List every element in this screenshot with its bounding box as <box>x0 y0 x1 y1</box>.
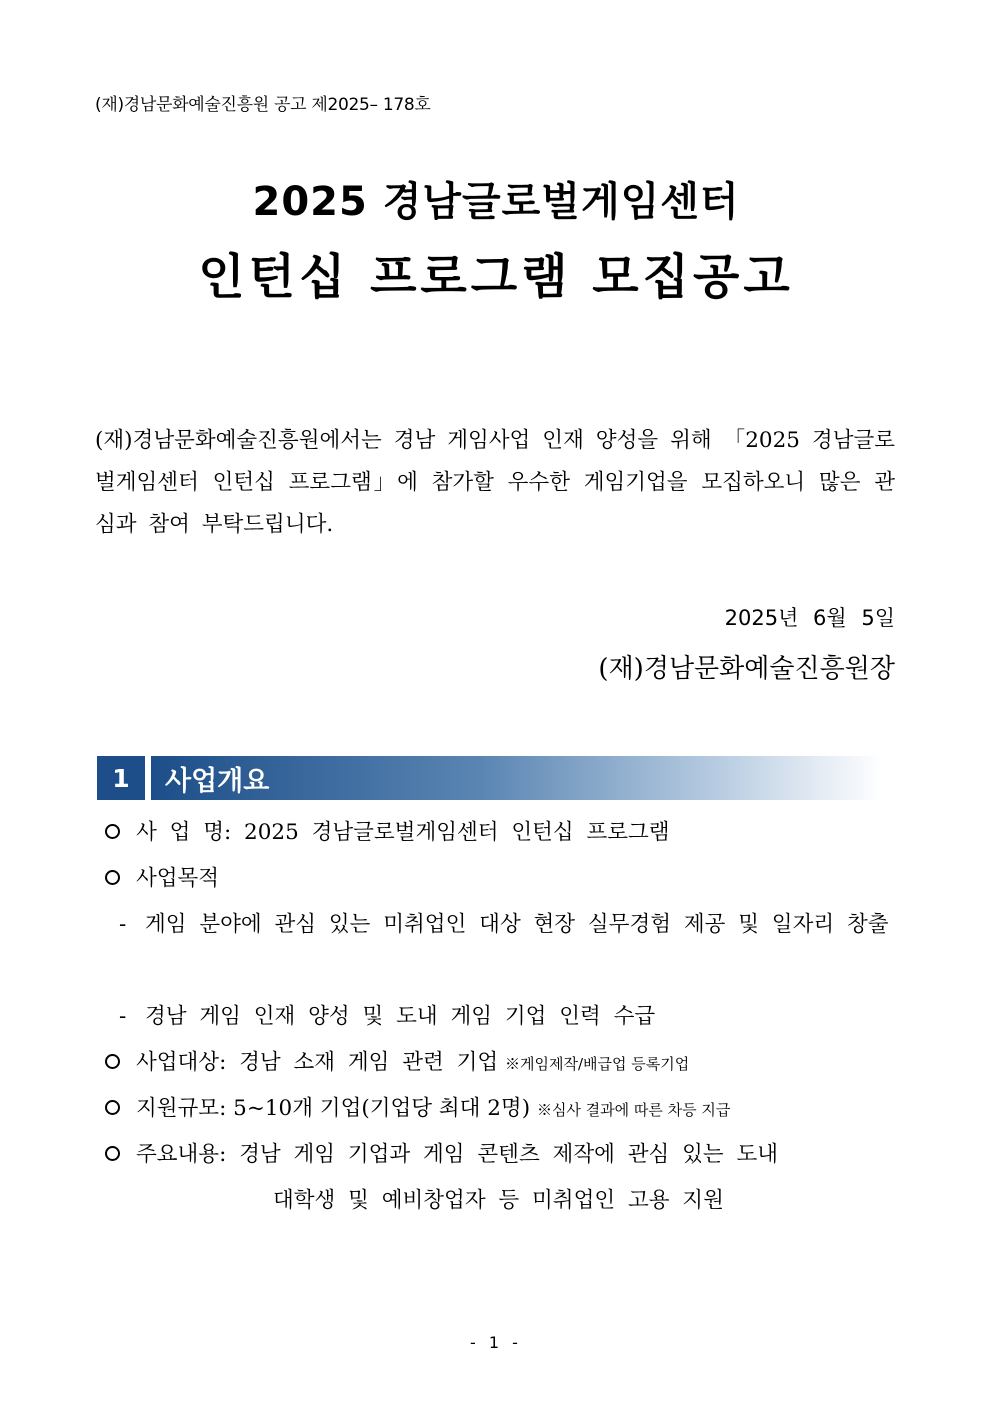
list-item-project-name: 사 업 명: 2025 경남글로벌게임센터 인턴십 프로그램 <box>105 810 897 856</box>
section-body <box>105 810 897 1224</box>
circle-bullet-icon <box>105 824 120 839</box>
dash-bullet-icon: - <box>119 912 127 937</box>
issue-date: 2025년 6월 5일 <box>724 606 895 630</box>
title-line-1: 2025 경남글로벌게임센터 <box>252 179 740 225</box>
section-header <box>97 756 883 800</box>
list-item-purpose: 사업목적 <box>105 856 897 902</box>
intro-paragraph: (재)경남문화예술진흥원에서는 경남 게임사업 인재 양성을 위해 「2025 경남글로벌게임센터 인턴십 프로그램」에 참가할 우수한 게임기업을 모집하오니 많은 관심과 참여 부탁드립니다. <box>95 428 895 537</box>
list-item-content: 주요내용: 경남 게임 기업과 게임 콘텐츠 제작에 관심 있는 도내 <box>105 1132 897 1178</box>
list-item-scale: 지원규모: 5~10개 기업(기업당 최대 2명) ※심사 결과에 따른 차등 지급 <box>105 1086 897 1132</box>
notice-number: (재)경남문화예술진흥원 공고 제2025– 178호 <box>95 95 431 115</box>
section-number: 1 <box>97 756 145 800</box>
list-item-target: 사업대상: 경남 소재 게임 관련 기업 ※게임제작/배급업 등록기업 <box>105 1040 897 1086</box>
section-title: 사업개요 <box>165 765 270 797</box>
circle-bullet-icon <box>105 1054 120 1069</box>
circle-bullet-icon <box>105 1146 120 1161</box>
circle-bullet-icon <box>105 1100 120 1115</box>
dash-bullet-icon: - <box>119 1004 127 1029</box>
page-number: - 1 - <box>470 1333 522 1352</box>
circle-bullet-icon <box>105 870 120 885</box>
target-note: ※게임제작/배급업 등록기업 <box>505 1055 690 1073</box>
list-item-content-continued: 대학생 및 예비창업자 등 미취업인 고용 지원 <box>273 1188 724 1213</box>
list-subitem-purpose-2: - 경남 게임 인재 양성 및 도내 게임 기업 인력 수급 <box>105 994 897 1040</box>
title-line-2: 인턴십 프로그램 모집공고 <box>198 249 794 305</box>
issuer-signature: (재)경남문화예술진흥원장 <box>598 654 895 684</box>
scale-note: ※심사 결과에 따른 차등 지급 <box>536 1101 731 1119</box>
list-subitem-purpose-1: - 게임 분야에 관심 있는 미취업인 대상 현장 실무경험 제공 및 일자리 창출 <box>105 902 897 994</box>
